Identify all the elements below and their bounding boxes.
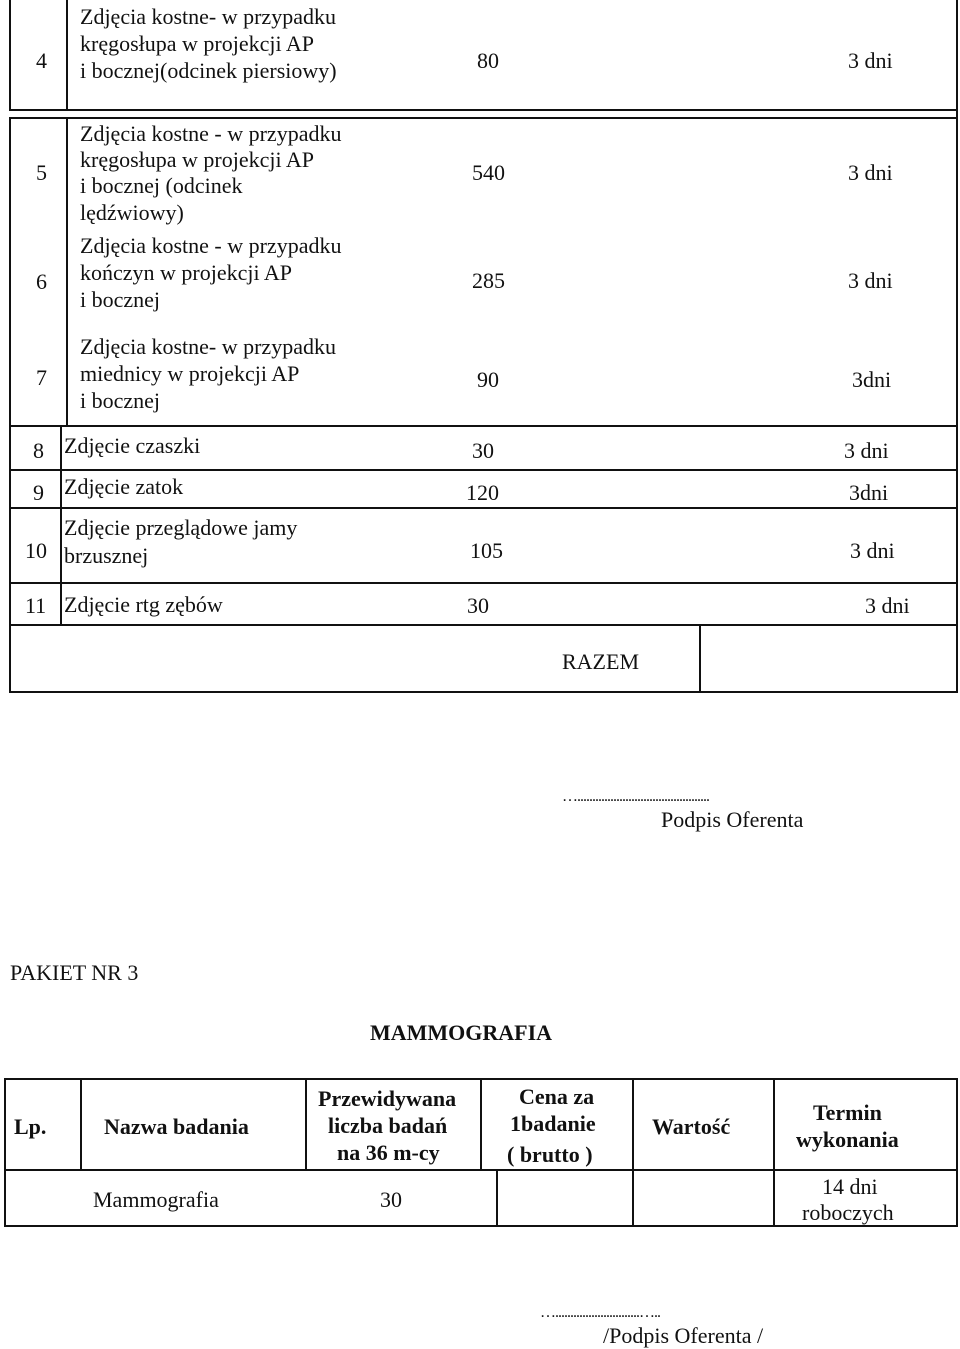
signature-dots: …............................….. bbox=[540, 1304, 660, 1321]
table1-row-divider bbox=[9, 624, 958, 626]
exam-quantity: 30 bbox=[472, 438, 494, 463]
table1-row-divider bbox=[9, 425, 958, 427]
table1-col-divider bbox=[66, 118, 68, 425]
header-quantity: Przewidywana bbox=[318, 1086, 457, 1111]
signature-dots: …............................................ bbox=[562, 788, 709, 805]
exam-name-line: kończyn w projekcji AP bbox=[80, 260, 293, 285]
table2-col-divider bbox=[80, 1078, 82, 1170]
exam-name-line: i bocznej(odcinek piersiowy) bbox=[80, 58, 337, 83]
exam-name-line: i bocznej bbox=[80, 388, 161, 413]
row-number: 4 bbox=[36, 48, 47, 73]
exam-name-line: brzusznej bbox=[64, 543, 149, 568]
package-heading: MAMMOGRAFIA bbox=[370, 1020, 553, 1045]
exam-term: 3 dni bbox=[865, 593, 910, 618]
exam-name-line: Zdjęcie zatok bbox=[64, 474, 184, 499]
exam-term: 3 dni bbox=[848, 268, 893, 293]
exam-name-line: Zdjęcia kostne- w przypadku bbox=[80, 4, 336, 29]
exam-term: 3 dni bbox=[848, 48, 893, 73]
table1-row-divider bbox=[9, 109, 958, 111]
exam-name-line: Zdjęcia kostne - w przypadku bbox=[80, 121, 342, 146]
total-label: RAZEM bbox=[562, 649, 639, 674]
exam-term: 14 dni bbox=[822, 1174, 878, 1199]
exam-term: roboczych bbox=[802, 1200, 894, 1225]
table2-bottom-border bbox=[4, 1225, 958, 1227]
exam-name-line: i bocznej bbox=[80, 287, 161, 312]
package-title: PAKIET NR 3 bbox=[10, 960, 139, 985]
header-quantity: liczba badań bbox=[328, 1113, 448, 1138]
exam-quantity: 540 bbox=[472, 160, 505, 185]
row-number: 11 bbox=[25, 593, 47, 618]
row-number: 5 bbox=[36, 160, 47, 185]
header-exam-name: Nazwa badania bbox=[104, 1114, 249, 1139]
row-number: 10 bbox=[25, 538, 47, 563]
table1-col-divider bbox=[60, 425, 62, 625]
exam-term: 3 dni bbox=[850, 538, 895, 563]
exam-quantity: 285 bbox=[472, 268, 505, 293]
exam-term: 3dni bbox=[852, 367, 892, 392]
table2-right-border bbox=[956, 1078, 958, 1227]
table1-row-divider bbox=[9, 469, 958, 471]
header-lp: Lp. bbox=[14, 1114, 47, 1139]
table2-col-divider bbox=[632, 1078, 634, 1227]
row-number: 9 bbox=[33, 480, 44, 505]
header-term: Termin bbox=[813, 1100, 882, 1125]
header-price: ( brutto ) bbox=[507, 1142, 593, 1167]
exam-quantity: 30 bbox=[467, 593, 489, 618]
table2-col-divider bbox=[496, 1169, 498, 1227]
header-value: Wartość bbox=[652, 1114, 731, 1139]
table1-col-divider bbox=[66, 0, 68, 110]
exam-quantity: 90 bbox=[477, 367, 499, 392]
signature-label: /Podpis Oferenta / bbox=[603, 1323, 764, 1348]
exam-name-line: miednicy w projekcji AP bbox=[80, 361, 300, 386]
table1-bottom-border bbox=[9, 691, 958, 693]
exam-name-line: kręgosłupa w projekcji AP bbox=[80, 147, 315, 172]
header-price: Cena za bbox=[519, 1084, 595, 1109]
table2-col-divider bbox=[305, 1078, 307, 1170]
exam-name-line: Zdjęcie rtg zębów bbox=[64, 592, 223, 617]
exam-quantity: 120 bbox=[466, 480, 499, 505]
table1-left-border bbox=[9, 0, 11, 110]
table1-total-divider bbox=[699, 625, 701, 693]
table2-col-divider bbox=[773, 1078, 775, 1227]
exam-quantity: 30 bbox=[380, 1187, 402, 1212]
exam-quantity: 105 bbox=[470, 538, 503, 563]
table1-row-divider bbox=[9, 507, 958, 509]
exam-name-line: Zdjęcia kostne- w przypadku bbox=[80, 334, 336, 359]
exam-quantity: 80 bbox=[477, 48, 499, 73]
table2-col-divider bbox=[480, 1078, 482, 1170]
table2-left-border bbox=[4, 1078, 6, 1227]
exam-name: Mammografia bbox=[93, 1187, 219, 1212]
exam-name-line: Zdjęcia kostne - w przypadku bbox=[80, 233, 342, 258]
row-number: 7 bbox=[36, 365, 47, 390]
exam-name-line: i bocznej (odcinek bbox=[80, 173, 243, 198]
table1-right-border bbox=[956, 0, 958, 693]
header-term: wykonania bbox=[796, 1127, 899, 1152]
table1-row-divider bbox=[9, 117, 958, 119]
signature-label: Podpis Oferenta bbox=[661, 807, 804, 832]
row-number: 8 bbox=[33, 438, 44, 463]
exam-name-line: Zdjęcie przeglądowe jamy bbox=[64, 515, 298, 540]
exam-term: 3dni bbox=[849, 480, 889, 505]
table1-row-divider bbox=[9, 582, 958, 584]
exam-term: 3 dni bbox=[844, 438, 889, 463]
header-quantity: na 36 m-cy bbox=[337, 1140, 440, 1165]
row-number: 6 bbox=[36, 269, 47, 294]
exam-name-line: Zdjęcie czaszki bbox=[64, 433, 201, 458]
table1-left-border bbox=[9, 118, 11, 693]
exam-name-line: lędźwiowy) bbox=[80, 200, 184, 225]
exam-term: 3 dni bbox=[848, 160, 893, 185]
header-price: 1badanie bbox=[510, 1111, 596, 1136]
exam-name-line: kręgosłupa w projekcji AP bbox=[80, 31, 315, 56]
